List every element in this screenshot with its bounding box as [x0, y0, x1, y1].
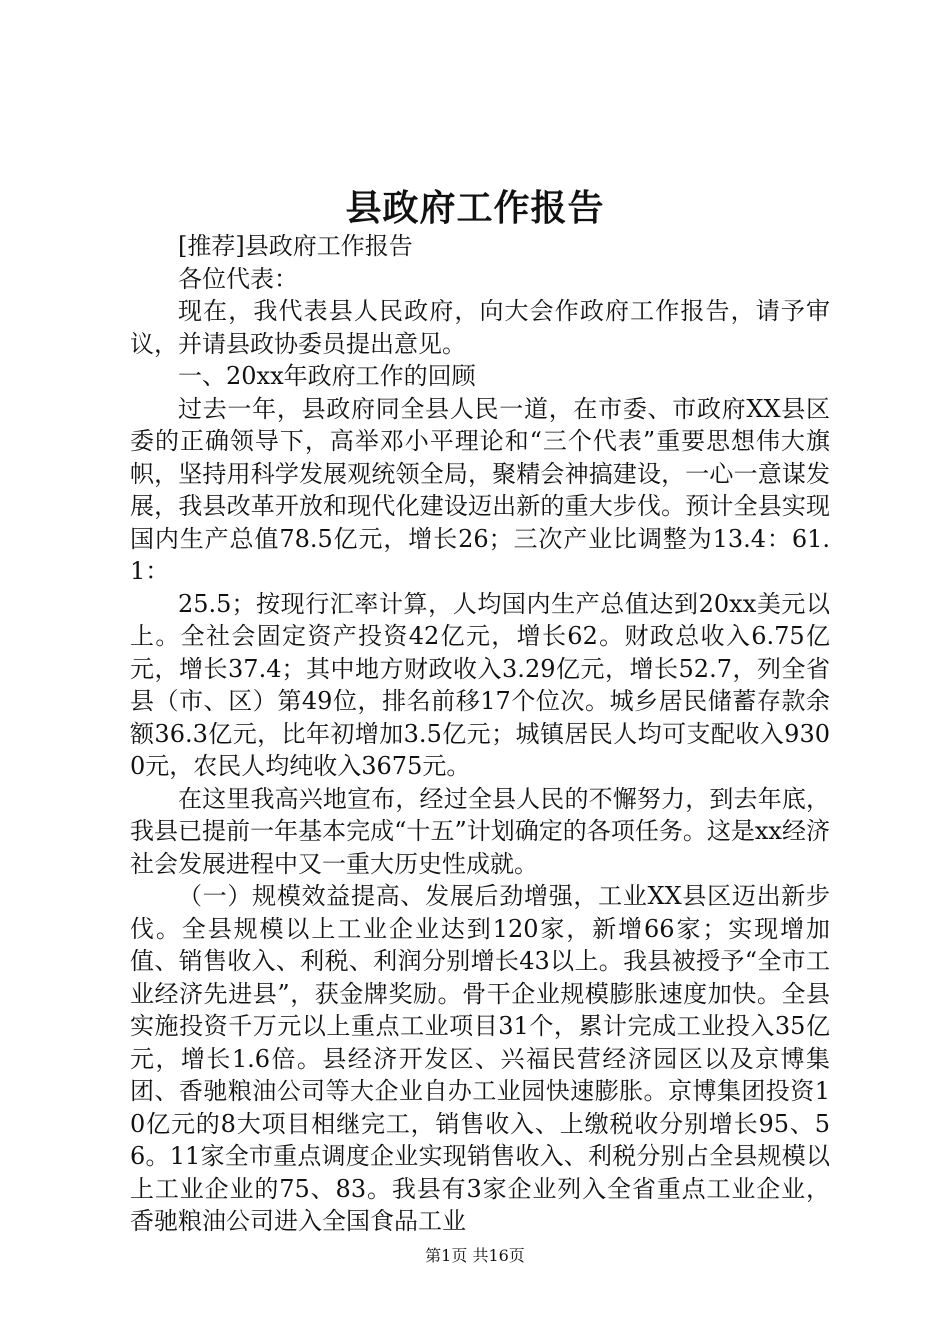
section-heading-review: 一、20xx年政府工作的回顾: [178, 362, 476, 390]
paragraph-announcement: 在这里我高兴地宣布，经过全县人民的不懈努力，到去年底，我县已提前一年基本完成“十五”计划确定的各项任务。这是xx经济社会发展进程中又一重大历史性成就。: [130, 784, 830, 878]
page-footer: 第1页 共16页: [425, 1246, 525, 1265]
paragraph-recommend: [推荐]县政府工作报告: [178, 232, 413, 260]
paragraph-industry: （一）规模效益提高、发展后劲增强，工业XX县区迈出新步伐。全县规模以上工业企业达到120家，新增66家；实现增加值、销售收入、利税、利润分别增长43以上。我县被授予“全市工业经济先进县”，获金牌奖励。骨干企业规模膨胀速度加快。全县实施投资千万元以上重点工业项目31个，累计完成工业投入35亿元，增长1.6倍。县经济开发区、兴福民营经济园区以及京博集团、香驰粮油公司等大企业自办工业园快速膨胀。京博集团投资10亿元的8大项目相继完工，销售收入、上缴税收分别增长95、56。11家全市重点调度企业实现销售收入、利税分别占全县规模以上工业企业的75、83。我县有3家企业列入全省重点工业企业，香驰粮油公司进入全国食品工业: [130, 882, 830, 1235]
paragraph-salutation: 各位代表：: [178, 264, 298, 293]
paragraph-past-year: 过去一年，县政府同全县人民一道，在市委、市政府XX县区委的正确领导下，高举邓小平理论和“三个代表”重要思想伟大旗帜，坚持用科学发展观统领全局，聚精会神搞建设，一心一意谋发展，我县改革开放和现代化建设迈出新的重大步伐。预计全县实现国内生产总值78.5亿元，增长26；三次产业比调整为13.4：61.1：: [130, 394, 830, 585]
paragraph-intro: 现在，我代表县人民政府，向大会作政府工作报告，请予审议，并请县政协委员提出意见。: [130, 297, 830, 358]
document-title: 县政府工作报告: [345, 187, 605, 229]
paragraph-statistics: 25.5；按现行汇率计算，人均国内生产总值达到20xx美元以上。全社会固定资产投资42亿元，增长62。财政总收入6.75亿元，增长37.4；其中地方财政收入3.29亿元，增长52.7，列全省县（市、区）第49位，排名前移17个位次。城乡居民储蓄存款余额36.3亿元，比年初增加3.5亿元；城镇居民人均可支配收入9300元，农民人均纯收入3675元。: [130, 589, 830, 780]
document-body: [130, 230, 830, 1238]
